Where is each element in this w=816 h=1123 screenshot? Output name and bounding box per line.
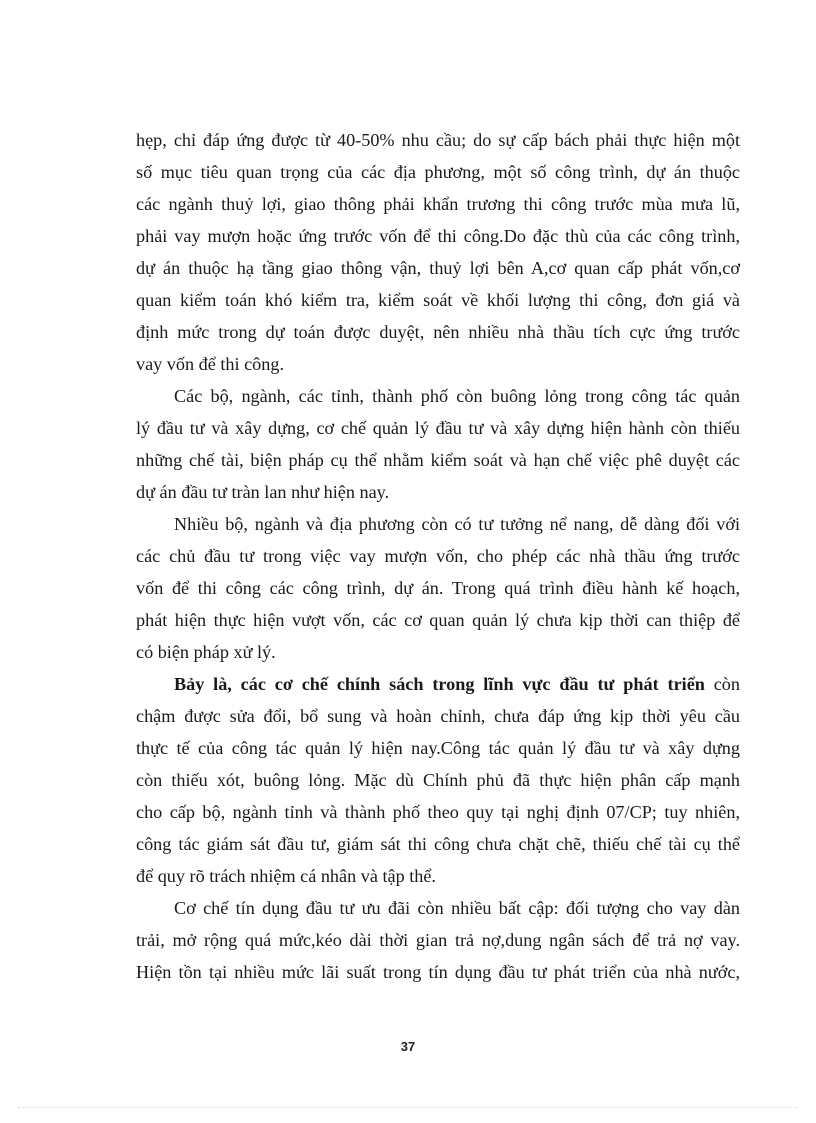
- text-line: có biện pháp xử lý.: [136, 642, 276, 662]
- text-line: [136, 668, 740, 700]
- text-line: lý đầu tư và xây dựng, cơ chế quản lý đầu tư và xây dựng hiện hành còn thiếu: [136, 418, 740, 438]
- text-line: trải, mở rộng quá mức,kéo dài thời gian trả nợ,dung ngân sách để trả nợ vay.: [136, 930, 740, 950]
- text-line: phải vay mượn hoặc ứng trước vốn để thi công.Do đặc thù của các công trình,: [136, 226, 740, 246]
- text-line: các ngành thuỷ lợi, giao thông phải khẩn trương thi công trước mùa mưa lũ,: [136, 194, 740, 214]
- text-line: công tác giám sát đầu tư, giám sát thi công chưa chặt chẽ, thiếu chế tài cụ thể: [136, 834, 740, 854]
- body-text: [136, 124, 740, 988]
- bold-lead-text: Bảy là, các cơ chế chính sách trong lĩnh vực đầu tư phát triển: [174, 674, 705, 694]
- text-line: các chủ đầu tư trong việc vay mượn vốn, cho phép các nhà thầu ứng trước: [136, 546, 740, 566]
- text-line: định mức trong dự toán được duyệt, nên nhiều nhà thầu tích cực ứng trước: [136, 322, 740, 342]
- paragraph-1: [136, 124, 740, 380]
- text-line: Nhiều bộ, ngành và địa phương còn có tư tưởng nể nang, dễ dàng đối với: [174, 514, 740, 534]
- text-line: vốn để thi công các công trình, dự án. Trong quá trình điều hành kế hoạch,: [136, 578, 740, 598]
- text-line: để quy rõ trách nhiệm cá nhân và tập thể.: [136, 866, 436, 886]
- text-line: thực tế của công tác quản lý hiện nay.Công tác quản lý đầu tư và xây dựng: [136, 738, 740, 758]
- text-line: dự án thuộc hạ tầng giao thông vận, thuỷ lợi bên A,cơ quan cấp phát vốn,cơ: [136, 258, 740, 278]
- lead-rest-text: còn: [704, 674, 740, 694]
- page-number: 37: [400, 1039, 416, 1054]
- paragraph-2: [136, 380, 740, 508]
- text-line: cho cấp bộ, ngành tỉnh và thành phố theo quy tại nghị định 07/CP; tuy nhiên,: [136, 802, 740, 822]
- paragraph-4: [136, 668, 740, 892]
- paragraph-5: [136, 892, 740, 988]
- text-line: còn thiếu xót, buông lỏng. Mặc dù Chính phủ đã thực hiện phân cấp mạnh: [136, 770, 740, 790]
- text-line: dự án đầu tư tràn lan như hiện nay.: [136, 482, 390, 502]
- text-line: Cơ chế tín dụng đầu tư ưu đãi còn nhiều bất cập: đối tượng cho vay dàn: [174, 898, 740, 918]
- text-line: quan kiểm toán khó kiểm tra, kiểm soát về khối lượng thi công, đơn giá và: [136, 290, 740, 310]
- text-line: những chế tài, biện pháp cụ thể nhằm kiểm soát và hạn chế việc phê duyệt các: [136, 450, 740, 470]
- paragraph-3: [136, 508, 740, 668]
- text-line: Hiện tồn tại nhiều mức lãi suất trong tín dụng đầu tư phát triển của nhà nước,: [136, 962, 740, 982]
- text-line: vay vốn để thi công.: [136, 354, 284, 374]
- text-line: phát hiện thực hiện vượt vốn, các cơ quan quản lý chưa kịp thời can thiệp để: [136, 610, 740, 630]
- text-line: số mục tiêu quan trọng của các địa phương, một số công trình, dự án thuộc: [136, 162, 740, 182]
- text-line: chậm được sửa đổi, bổ sung và hoàn chỉnh, chưa đáp ứng kịp thời yêu cầu: [136, 706, 740, 726]
- text-line: hẹp, chỉ đáp ứng được từ 40-50% nhu cầu; do sự cấp bách phải thực hiện một: [136, 130, 740, 150]
- page-bottom-divider: [18, 1107, 798, 1108]
- text-line: Các bộ, ngành, các tỉnh, thành phố còn buông lỏng trong công tác quản: [174, 386, 740, 406]
